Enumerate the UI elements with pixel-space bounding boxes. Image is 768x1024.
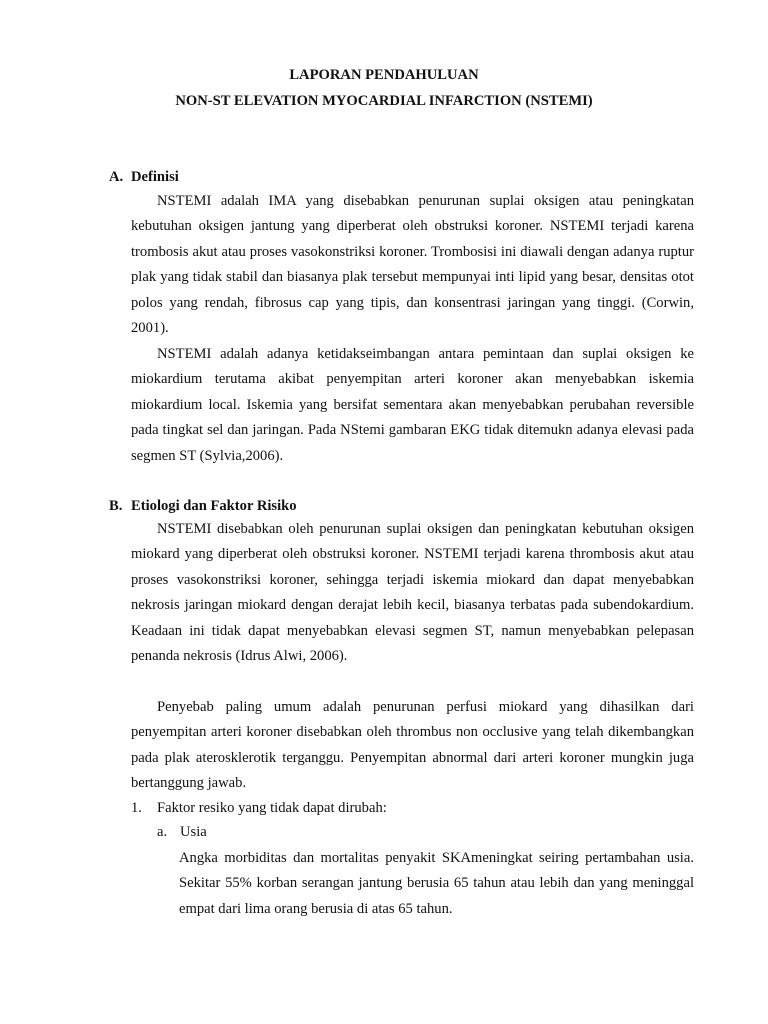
section-b-heading xyxy=(109,497,297,515)
sub-item-a-text: Angka morbiditas dan mortalitas penyakit SKAmeningkat seiring pertambahan usia. Sekitar 55% korban serangan jantung berusia 65 tahun atau lebih dan yang meninggal empat dari lima orang berusia di atas 65 tahun. xyxy=(179,850,694,917)
document-subtitle: NON-ST ELEVATION MYOCARDIAL INFARCTION (NSTEMI) xyxy=(175,93,593,109)
document-title: LAPORAN PENDAHULUAN xyxy=(289,67,479,83)
sub-item-a-marker: a. xyxy=(157,824,168,840)
list-item-1-label: Faktor resiko yang tidak dapat dirubah: xyxy=(157,800,387,816)
list-item-1 xyxy=(131,799,387,817)
section-b-letter: B. xyxy=(109,498,123,514)
section-b-paragraph-2: Penyebab paling umum adalah penurunan perfusi miokard yang dihasilkan dari penyempitan arteri koroner disebabkan oleh thrombus non occlusive yang telah dikembangkan pada plak aterosklerotik terganggu. Penyempitan abnormal dari arteri koroner mungkin juga bertanggung jawab. xyxy=(131,699,694,792)
section-b-paragraph-1: NSTEMI disebabkan oleh penurunan suplai oksigen dan peningkatan kebutuhan oksigen miokard yang diperberat oleh obstruksi koroner. NSTEMI terjadi karena thrombosis akut atau proses vasokonstriksi koroner, sehingga terjadi iskemia miokard dan dapat menyebabkan nekrosis jaringan miokard dengan derajat lebih kecil, biasanya terbatas pada subendokardium. Keadaan ini tidak dapat menyebabkan elevasi segmen ST, namun menyebabkan pelepasan penanda nekrosis (Idrus Alwi, 2006). xyxy=(131,521,694,665)
list-item-1-marker: 1. xyxy=(131,800,142,816)
section-a-heading xyxy=(109,168,179,186)
section-b-title: Etiologi dan Faktor Risiko xyxy=(131,498,297,514)
section-a-title: Definisi xyxy=(131,169,179,185)
section-a-paragraph-2: NSTEMI adalah adanya ketidakseimbangan antara pemintaan dan suplai oksigen ke miokardium terutama akibat penyempitan arteri koroner akan menyebabkan iskemia miokardium local. Iskemia yang bersifat sementara akan menyebabkan perubahan reversible pada tingkat sel dan jaringan. Pada NStemi gambaran EKG tidak ditemukn adanya elevasi pada segmen ST (Sylvia,2006). xyxy=(131,346,694,464)
section-a-letter: A. xyxy=(109,169,124,185)
section-a-paragraph-1: NSTEMI adalah IMA yang disebabkan penurunan suplai oksigen atau peningkatan kebutuhan oksigen jantung yang diperberat oleh obstruksi koroner. NSTEMI terjadi karena trombosis akut atau proses vasokonstriksi koroner. Trombosisi ini diawali dengan adanya ruptur plak yang tidak stabil dan biasanya plak tersebut mempunyai inti lipid yang besar, densitas otot polos yang rendah, fibrosus cap yang tipis, dan konsentrasi jaringan yang tinggi. (Corwin, 2001). xyxy=(131,193,694,337)
sub-item-a xyxy=(157,823,207,841)
sub-item-a-label: Usia xyxy=(180,824,207,840)
